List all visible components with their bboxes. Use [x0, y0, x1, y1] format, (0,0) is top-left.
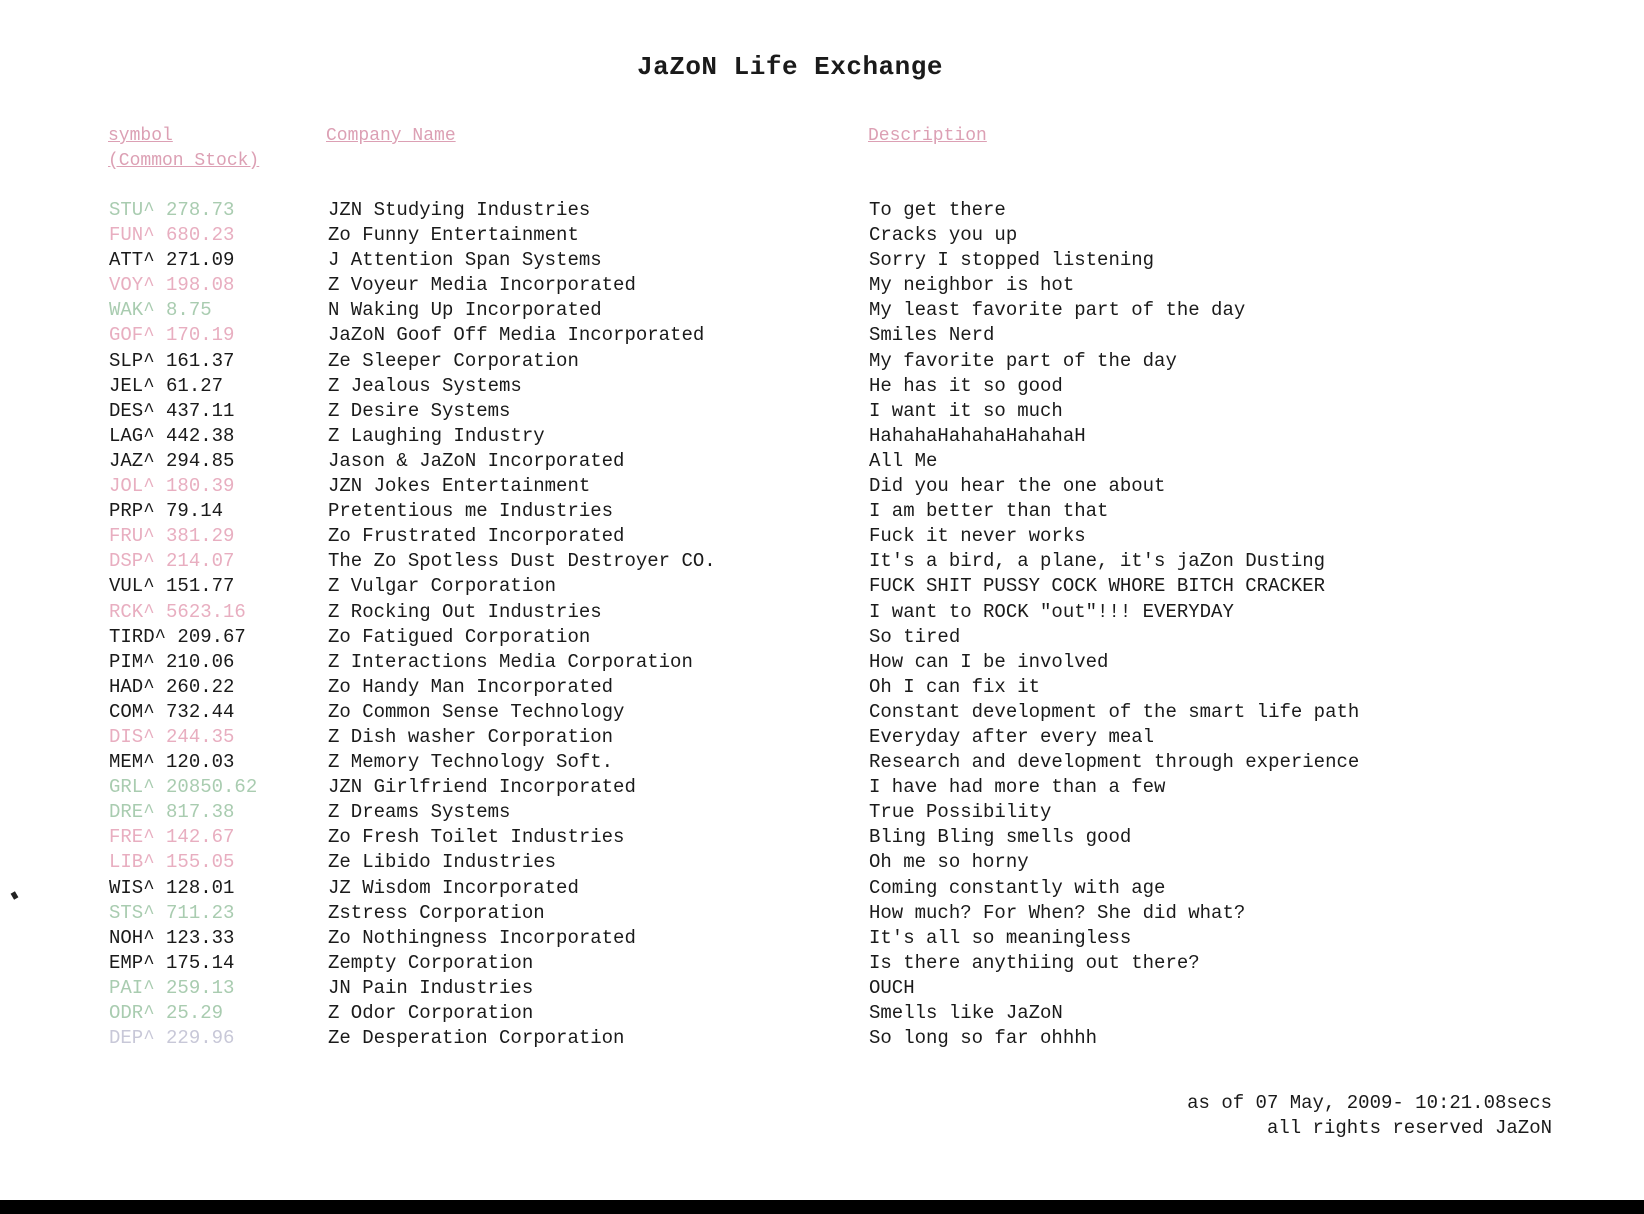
- company-description: All Me: [869, 449, 938, 472]
- table-row: [0, 951, 1644, 976]
- stock-symbol-price: WAK^ 8.75: [109, 299, 212, 322]
- company-description: It's a bird, a plane, it's jaZon Dusting: [869, 550, 1326, 573]
- company-description: Everyday after every meal: [869, 725, 1155, 748]
- company-description: True Possibility: [869, 801, 1052, 824]
- stock-symbol-price: VOY^ 198.08: [109, 274, 235, 297]
- stock-symbol-price: PAI^ 259.13: [109, 976, 235, 999]
- company-name: JZN Girlfriend Incorporated: [328, 776, 636, 799]
- stock-symbol-price: JEL^ 61.27: [109, 374, 224, 397]
- stock-symbol-price: DSP^ 214.07: [109, 550, 235, 573]
- scan-bottom-edge: [0, 1200, 1644, 1214]
- company-name: Ze Libido Industries: [328, 851, 557, 874]
- company-name: N Waking Up Incorporated: [328, 299, 602, 322]
- stock-symbol-price: MEM^ 120.03: [109, 751, 235, 774]
- company-name: Z Memory Technology Soft.: [328, 751, 614, 774]
- stock-symbol-price: RCK^ 5623.16: [109, 600, 246, 623]
- stock-symbol-price: DES^ 437.11: [109, 399, 235, 422]
- table-row: [0, 876, 1644, 901]
- company-description: Constant development of the smart life path: [869, 700, 1360, 723]
- company-description: Smells like JaZoN: [869, 1002, 1063, 1024]
- symbol-column-header: [108, 124, 259, 174]
- table-row: [0, 499, 1644, 524]
- company-name: JaZoN Goof Off Media Incorporated: [328, 324, 705, 347]
- company-name: Zo Fatigued Corporation: [328, 625, 591, 648]
- company-name: JZN Jokes Entertainment: [328, 475, 591, 498]
- company-name: JZ Wisdom Incorporated: [328, 876, 579, 899]
- stock-symbol-price: STU^ 278.73: [109, 199, 235, 221]
- company-description: He has it so good: [869, 374, 1063, 397]
- company-name: Pretentious me Industries: [328, 500, 614, 523]
- stock-symbol-price: COM^ 732.44: [109, 700, 235, 723]
- table-row: [0, 700, 1644, 725]
- table-row: [0, 1001, 1644, 1026]
- company-name: Z Dreams Systems: [328, 801, 511, 824]
- company-name: Z Voyeur Media Incorporated: [328, 274, 636, 297]
- company-name: Z Vulgar Corporation: [328, 575, 557, 598]
- page-title: JaZoN Life Exchange: [637, 52, 943, 82]
- table-row: [0, 926, 1644, 951]
- company-description: Oh I can fix it: [869, 675, 1041, 698]
- table-row: [0, 223, 1644, 248]
- company-name: Zo Nothingness Incorporated: [328, 926, 636, 949]
- company-name: Z Interactions Media Corporation: [328, 650, 693, 673]
- company-description: Fuck it never works: [869, 525, 1086, 548]
- company-name: Jason & JaZoN Incorporated: [328, 449, 625, 472]
- stock-symbol-price: LAG^ 442.38: [109, 424, 235, 447]
- table-row: [0, 1026, 1644, 1051]
- stock-symbol-price: DEP^ 229.96: [109, 1027, 235, 1050]
- table-row: [0, 273, 1644, 298]
- company-column-header: Company Name: [326, 126, 456, 146]
- table-row: [0, 675, 1644, 700]
- company-description: How much? For When? She did what?: [869, 901, 1246, 924]
- company-description: FUCK SHIT PUSSY COCK WHORE BITCH CRACKER: [869, 575, 1326, 598]
- stock-symbol-price: GOF^ 170.19: [109, 324, 235, 347]
- description-column-header: Description: [868, 126, 987, 146]
- company-name: JN Pain Industries: [328, 976, 534, 999]
- stock-symbol-price: FRU^ 381.29: [109, 525, 235, 548]
- stock-symbol-price: FRE^ 142.67: [109, 826, 235, 849]
- company-description: Oh me so horny: [869, 851, 1029, 874]
- table-row: [0, 248, 1644, 273]
- stock-symbol-price: TIRD^ 209.67: [109, 625, 246, 648]
- company-description: My neighbor is hot: [869, 274, 1075, 297]
- company-description: Bling Bling smells good: [869, 826, 1132, 849]
- company-name: J Attention Span Systems: [328, 249, 602, 272]
- table-row: [0, 901, 1644, 926]
- company-name: Ze Desperation Corporation: [328, 1027, 625, 1050]
- company-description: Sorry I stopped listening: [869, 249, 1155, 272]
- stock-symbol-price: DIS^ 244.35: [109, 725, 235, 748]
- company-description: To get there: [869, 199, 1006, 221]
- table-row: [0, 650, 1644, 675]
- company-name: Z Dish washer Corporation: [328, 725, 614, 748]
- company-description: Coming constantly with age: [869, 876, 1166, 899]
- table-row: [0, 976, 1644, 1001]
- stock-symbol-price: STS^ 711.23: [109, 901, 235, 924]
- table-row: [0, 524, 1644, 549]
- company-description: I am better than that: [869, 500, 1109, 523]
- company-description: Smiles Nerd: [869, 324, 995, 347]
- table-row: [0, 424, 1644, 449]
- stock-symbol-price: WIS^ 128.01: [109, 876, 235, 899]
- symbol-header-sublabel: (Common Stock): [108, 151, 260, 171]
- company-description: It's all so meaningless: [869, 926, 1132, 949]
- company-name: Z Desire Systems: [328, 399, 511, 422]
- footer: [1187, 1091, 1552, 1141]
- table-row: [0, 449, 1644, 474]
- company-description: So long so far ohhhh: [869, 1027, 1098, 1050]
- symbol-header-label: symbol: [108, 126, 173, 146]
- company-name: The Zo Spotless Dust Destroyer CO.: [328, 550, 716, 573]
- stock-symbol-price: SLP^ 161.37: [109, 349, 235, 372]
- company-name: Zo Handy Man Incorporated: [328, 675, 614, 698]
- table-row: [0, 725, 1644, 750]
- company-name: Z Jealous Systems: [328, 374, 522, 397]
- company-description: HahahaHahahaHahahaH: [869, 424, 1086, 447]
- table-row: [0, 850, 1644, 875]
- company-description: I want to ROCK "out"!!! EVERYDAY: [869, 600, 1234, 623]
- table-row: [0, 374, 1644, 399]
- table-row: [0, 775, 1644, 800]
- company-name: Ze Sleeper Corporation: [328, 349, 579, 372]
- stock-symbol-price: EMP^ 175.14: [109, 951, 235, 974]
- company-description: Research and development through experience: [869, 751, 1360, 774]
- table-row: [0, 198, 1644, 223]
- table-row: [0, 600, 1644, 625]
- table-row: [0, 474, 1644, 499]
- table-row: [0, 549, 1644, 574]
- table-row: [0, 625, 1644, 650]
- stock-symbol-price: PRP^ 79.14: [109, 500, 224, 523]
- company-name: Z Odor Corporation: [328, 1002, 534, 1024]
- company-description: My favorite part of the day: [869, 349, 1177, 372]
- table-row: [0, 800, 1644, 825]
- table-row: [0, 298, 1644, 323]
- stock-symbol-price: ODR^ 25.29: [109, 1002, 224, 1024]
- stock-listing: [0, 198, 1644, 1051]
- stock-symbol-price: VUL^ 151.77: [109, 575, 235, 598]
- table-row: [0, 399, 1644, 424]
- company-description: My least favorite part of the day: [869, 299, 1246, 322]
- table-row: [0, 349, 1644, 374]
- stock-symbol-price: GRL^ 20850.62: [109, 776, 258, 799]
- company-name: Zo Funny Entertainment: [328, 224, 579, 247]
- company-name: Z Laughing Industry: [328, 424, 545, 447]
- stock-symbol-price: JAZ^ 294.85: [109, 449, 235, 472]
- stock-symbol-price: LIB^ 155.05: [109, 851, 235, 874]
- company-description: Did you hear the one about: [869, 475, 1166, 498]
- table-row: [0, 574, 1644, 599]
- table-row: [0, 323, 1644, 348]
- company-name: Zo Frustrated Incorporated: [328, 525, 625, 548]
- stock-symbol-price: JOL^ 180.39: [109, 475, 235, 498]
- company-description: Is there anythiing out there?: [869, 951, 1200, 974]
- company-description: I want it so much: [869, 399, 1063, 422]
- company-name: Zstress Corporation: [328, 901, 545, 924]
- footer-timestamp: as of 07 May, 2009- 10:21.08secs: [1187, 1092, 1552, 1114]
- company-name: Zo Common Sense Technology: [328, 700, 625, 723]
- company-description: So tired: [869, 625, 961, 648]
- stock-symbol-price: HAD^ 260.22: [109, 675, 235, 698]
- footer-copyright: all rights reserved JaZoN: [1266, 1117, 1552, 1139]
- company-description: How can I be involved: [869, 650, 1109, 673]
- stock-symbol-price: PIM^ 210.06: [109, 650, 235, 673]
- company-description: I have had more than a few: [869, 776, 1166, 799]
- table-row: [0, 825, 1644, 850]
- stock-symbol-price: NOH^ 123.33: [109, 926, 235, 949]
- company-description: OUCH: [869, 976, 915, 999]
- stock-symbol-price: FUN^ 680.23: [109, 224, 235, 247]
- company-name: Z Rocking Out Industries: [328, 600, 602, 623]
- company-description: Cracks you up: [869, 224, 1018, 247]
- stock-symbol-price: DRE^ 817.38: [109, 801, 235, 824]
- company-name: JZN Studying Industries: [328, 199, 591, 221]
- stock-symbol-price: ATT^ 271.09: [109, 249, 235, 272]
- table-row: [0, 750, 1644, 775]
- company-name: Zo Fresh Toilet Industries: [328, 826, 625, 849]
- company-name: Zempty Corporation: [328, 951, 534, 974]
